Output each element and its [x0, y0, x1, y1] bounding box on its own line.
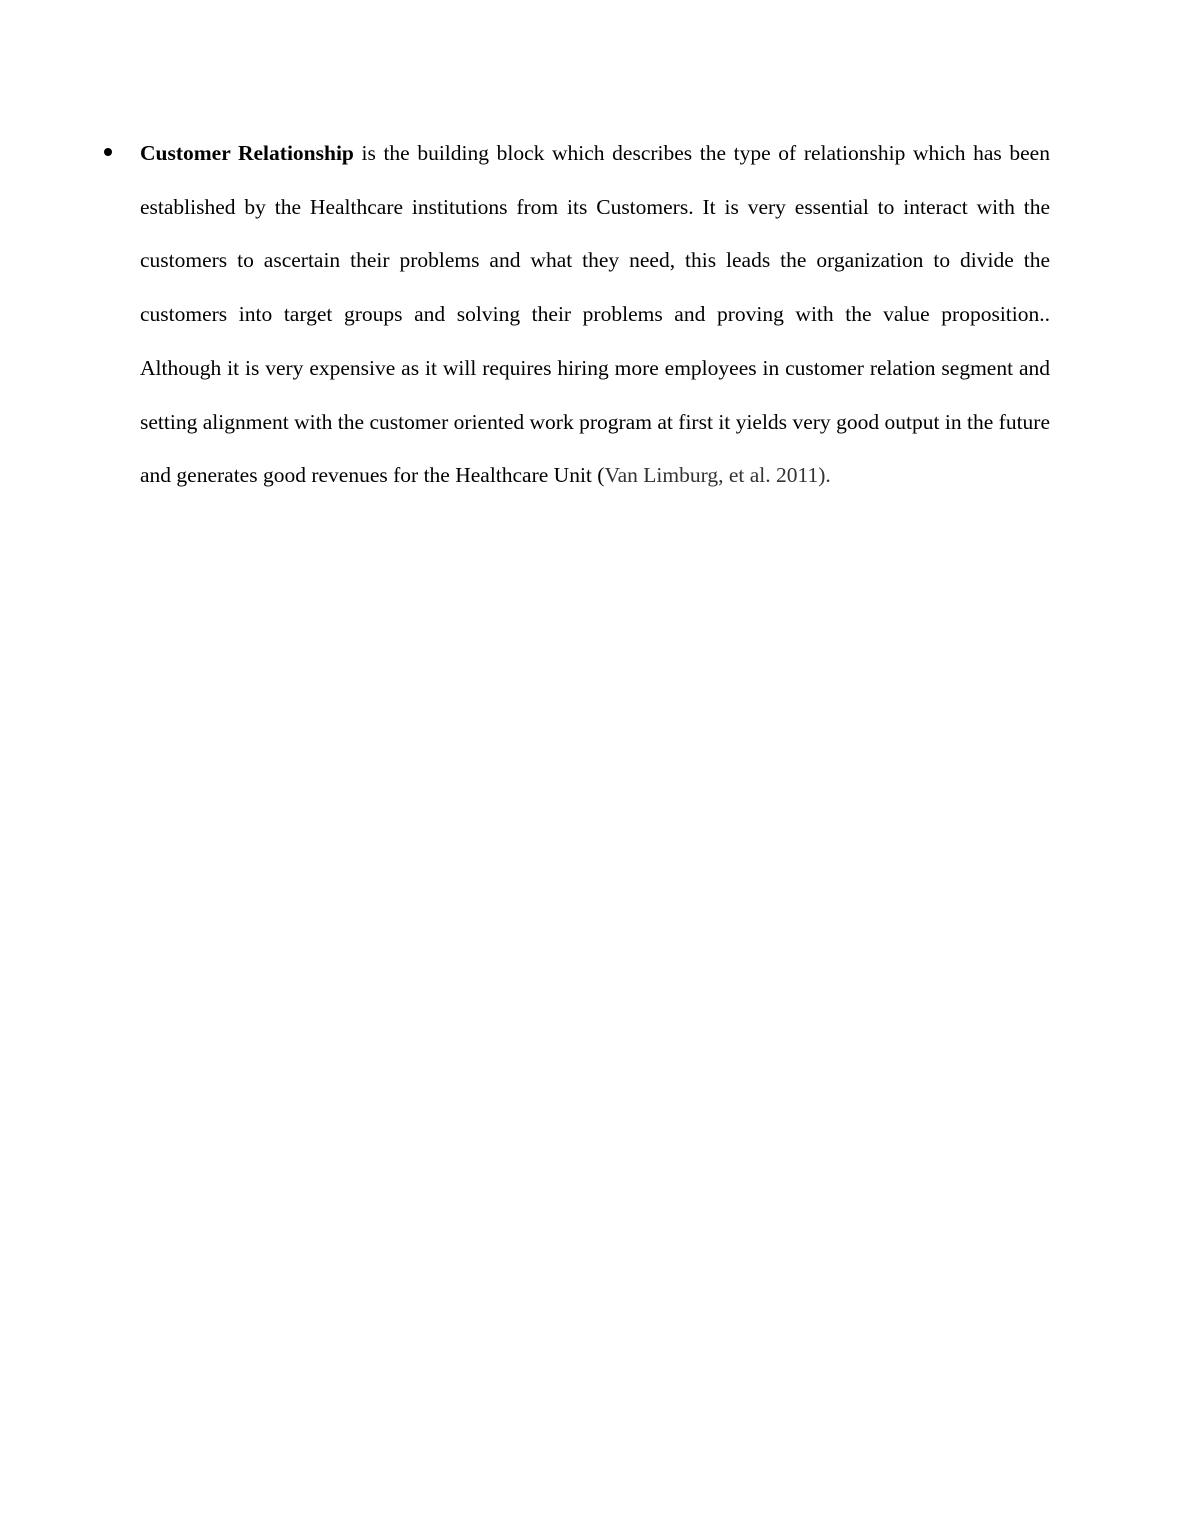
bullet-paragraph [140, 127, 1050, 503]
paragraph-body: is the building block which describes the type of relationship which has been established by the Healthcare institutions from its Customers. It is very essential to interact with the customers to ascertain their problems and what they need, this leads the organization to divide the customers into target groups and solving their problems and proving with the value proposition.. Although it is very expensive as it will requires hiring more employees in customer relation segment and setting alignment with the customer oriented work program at first it yields very good output in the future and generates good revenues for the Healthcare Unit ( [140, 141, 1050, 488]
citation: Van Limburg, et al. 2011). [604, 463, 831, 488]
bold-term: Customer Relationship [140, 141, 354, 165]
bullet-icon [104, 148, 112, 156]
bullet-item-customer-relationship [100, 127, 1050, 503]
bullet-list [100, 127, 1050, 503]
